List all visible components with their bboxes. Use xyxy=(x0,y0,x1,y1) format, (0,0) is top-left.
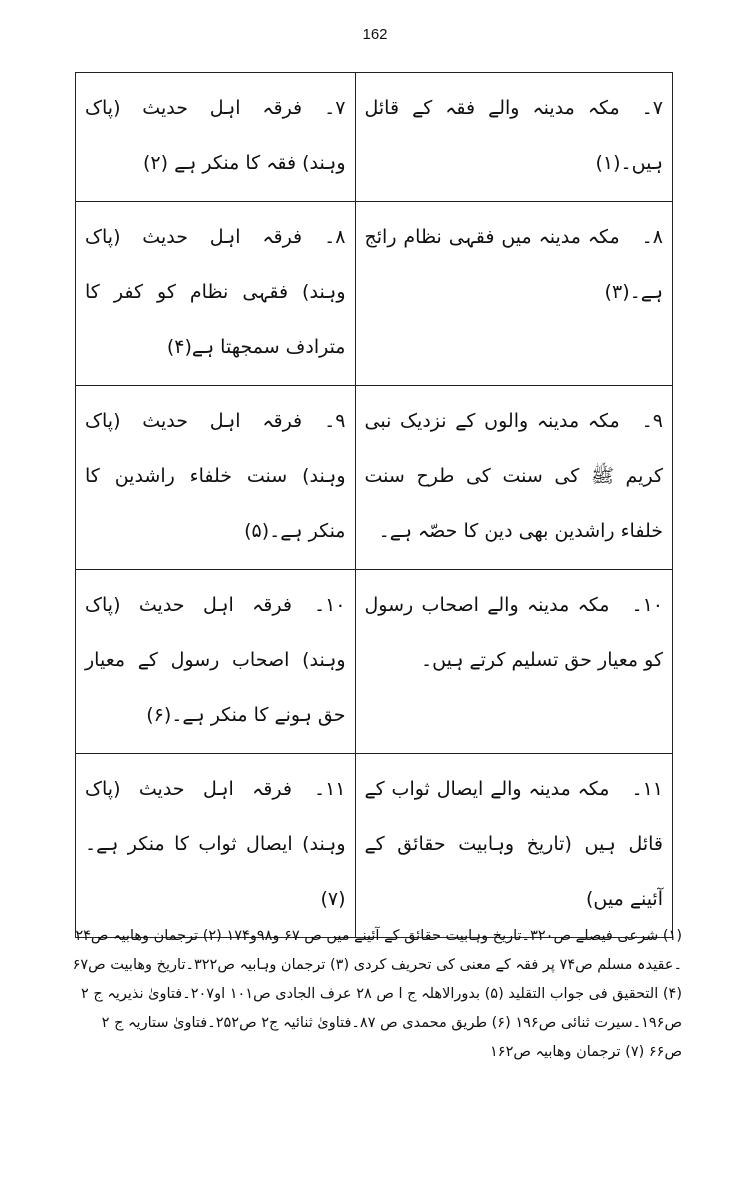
table-row xyxy=(76,754,673,938)
makkah-madinah-cell xyxy=(355,570,673,754)
point-number: ۱۱۔ xyxy=(631,778,663,800)
point-text: مکہ مدینہ والوں کے نزدیک نبی کریم ﷺ کی سنت کی طرح سنت خلفاء راشدین بھی دین کا حصّہ ہے۔ xyxy=(364,410,663,542)
ahle-hadith-cell xyxy=(76,570,356,754)
ahle-hadith-cell xyxy=(76,386,356,570)
footnote-line: ص۱۹۶۔سیرت ثنائی ص۱۹۶ (۶) طریق محمدی ص ۸۷۔فتاویٰ ثنائیہ ج۲ ص۲۵۲۔فتاویٰ ستاریہ ج ۲ xyxy=(101,1015,682,1031)
makkah-madinah-cell xyxy=(355,754,673,938)
point-number: ۹۔ xyxy=(324,410,346,432)
makkah-madinah-cell xyxy=(355,73,673,202)
makkah-madinah-cell xyxy=(355,386,673,570)
point-text: فرقہ اہل حدیث (پاک وہند) فقہی نظام کو کفر کا مترادف سمجھتا ہے(۴) xyxy=(85,226,346,358)
point-text: مکہ مدینہ والے ایصال ثواب کے قائل ہیں (تاریخ وہابیت حقائق کے آئینے میں) xyxy=(364,778,663,910)
footnote-line: ص۶۶ (۷) ترجمان وھابیہ ص۱۶۲ xyxy=(490,1044,682,1060)
point-number: ۱۰۔ xyxy=(313,594,346,616)
point-text: فرقہ اہل حدیث (پاک وہند) ایصال ثواب کا منکر ہے۔(۷) xyxy=(85,778,346,910)
makkah-madinah-cell xyxy=(355,202,673,386)
point-number: ۷۔ xyxy=(324,97,346,119)
point-text: مکہ مدینہ والے فقہ کے قائل ہیں۔(۱) xyxy=(364,97,663,174)
point-number: ۱۰۔ xyxy=(631,594,663,616)
ahle-hadith-cell xyxy=(76,202,356,386)
point-number: ۱۱۔ xyxy=(313,778,346,800)
table-row xyxy=(76,386,673,570)
table-row xyxy=(76,202,673,386)
point-number: ۷۔ xyxy=(641,97,663,119)
footnote-line: ۔عقیدہ مسلم ص۷۴ پر فقہ کے معنی کی تحریف کردی (۳) ترجمان وہابیہ ص۳۲۲۔تاریخ وھابیت ص۶۷ xyxy=(72,957,682,973)
footnotes xyxy=(70,922,682,1067)
point-number: ۸۔ xyxy=(641,226,663,248)
point-text: فرقہ اہل حدیث (پاک وہند) سنت خلفاء راشدین کا منکر ہے۔(۵) xyxy=(85,410,346,542)
point-text: مکہ مدینہ میں فقہی نظام رائج ہے۔(۳) xyxy=(364,226,663,303)
footnote-line: (۴) التحقیق فی جواب التقلید (۵) بدورالاھلہ ج ا ص ۲۸ عرف الجادی ص۱۰۱ او۲۰۷۔فتاویٰ نذیریہ ج ۲ xyxy=(80,986,682,1002)
point-text: مکہ مدینہ والے اصحاب رسول کو معیار حق تسلیم کرتے ہیں۔ xyxy=(364,594,663,671)
point-number: ۹۔ xyxy=(641,410,663,432)
point-number: ۸۔ xyxy=(324,226,346,248)
point-text: فرقہ اہل حدیث (پاک وہند) اصحاب رسول کے معیار حق ہونے کا منکر ہے۔(۶) xyxy=(85,594,346,726)
point-text: فرقہ اہل حدیث (پاک وہند) فقہ کا منکر ہے (۲) xyxy=(85,97,346,174)
footnote-line: (۱) شرعی فیصلے ص۳۲۰۔تاریخ وہابیت حقائق کے آئینے میں ص ۶۷ و۹۸و۱۷۴ (۲) ترجمان وھابیہ ص۲۴ xyxy=(75,928,682,944)
table-row xyxy=(76,73,673,202)
table-row xyxy=(76,570,673,754)
ahle-hadith-cell xyxy=(76,73,356,202)
comparison-table xyxy=(75,72,673,938)
page-number: 162 xyxy=(362,26,388,43)
ahle-hadith-cell xyxy=(76,754,356,938)
